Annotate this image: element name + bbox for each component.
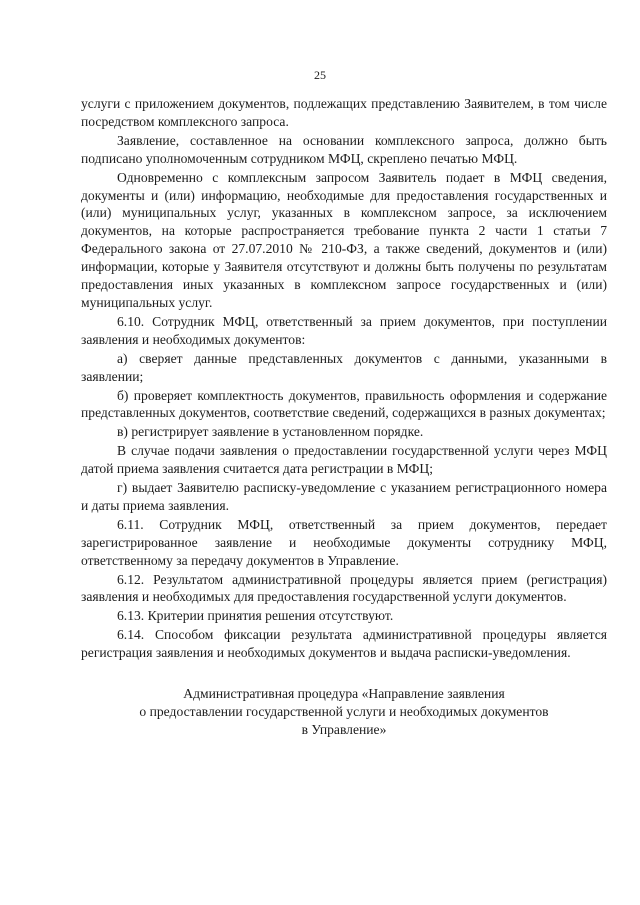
paragraph: 6.10. Сотрудник МФЦ, ответственный за прием документов, при поступлении заявления и необходимых документов: (81, 313, 607, 347)
paragraph: 6.13. Критерии принятия решения отсутствуют. (117, 608, 394, 624)
section-heading (81, 685, 607, 739)
heading-line: о предоставлении государственной услуги и необходимых документов (139, 703, 549, 719)
paragraph: В случае подачи заявления о предоставлении государственной услуги через МФЦ датой приема заявления считается дата регистрации в МФЦ; (81, 443, 607, 477)
paragraph: 6.12. Результатом административной процедуры является прием (регистрация) заявления и необходимых для предоставления государственной услуги документов. (81, 571, 607, 605)
paragraph: услуги с приложением документов, подлежащих представлению Заявителем, в том числе посредством комплексного запроса. (81, 96, 607, 129)
paragraph: Одновременно с комплексным запросом Заявитель подает в МФЦ сведения, документы и (или) информацию, необходимые для предоставления государственных и (или) муниципальных услуг, указанных в комплексном запросе, за исключением документов, на которые распространяется требование пункта 2 части 1 статьи 7 Федерального закона от 27.07.2010 № 210-ФЗ, а также сведений, документов и (или) информации, которые у Заявителя отсутствуют и должны быть получены по результатам предоставления иных указанных в комплексном запросе государственных и (или) муниципальных услуг. (81, 169, 607, 310)
paragraph: 6.11. Сотрудник МФЦ, ответственный за прием документов, передает зарегистрированное заявление и необходимые документы сотруднику МФЦ, ответственному за передачу документов в Управление. (81, 516, 607, 568)
heading-line: Административная процедура «Направление заявления (183, 686, 505, 701)
heading-line: в Управление» (301, 721, 387, 737)
paragraph: в) регистрирует заявление в установленном порядке. (117, 424, 424, 440)
page-number: 25 (314, 68, 326, 82)
body-text (81, 95, 607, 663)
paragraph: б) проверяет комплектность документов, правильность оформления и содержание представленных документов, соответствие сведений, содержащихся в разных документах; (81, 387, 607, 421)
paragraph: а) сверяет данные представленных документов с данными, указанными в заявлении; (81, 350, 607, 384)
paragraph: Заявление, составленное на основании комплексного запроса, должно быть подписано уполномоченным сотрудником МФЦ, скреплено печатью МФЦ. (81, 132, 607, 166)
paragraph: 6.14. Способом фиксации результата административной процедуры является регистрация заявления и необходимых документов и выдача расписки-уведомления. (81, 627, 607, 661)
paragraph: г) выдает Заявителю расписку-уведомление с указанием регистрационного номера и даты приема заявления. (81, 480, 607, 513)
